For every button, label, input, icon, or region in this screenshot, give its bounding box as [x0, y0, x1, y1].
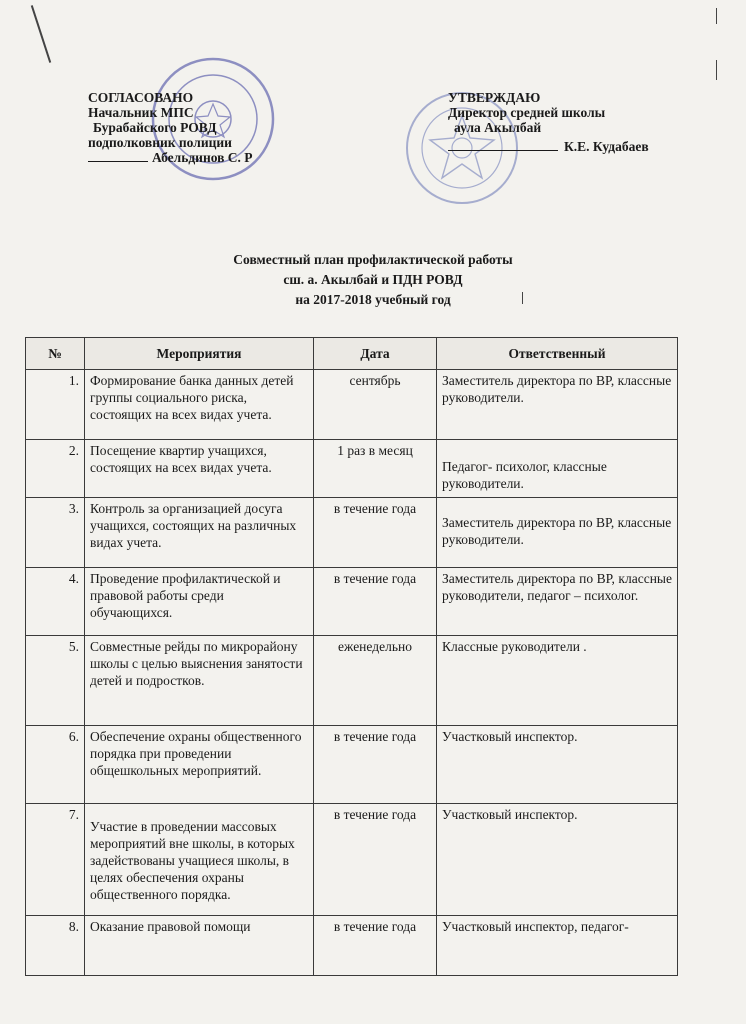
table-row	[26, 440, 678, 498]
approval-signature-line	[88, 150, 253, 165]
row-event: Оказание правовой помощи	[85, 916, 314, 976]
row-number: 4.	[26, 568, 85, 636]
approval-signature-line	[448, 139, 649, 154]
row-number: 1.	[26, 370, 85, 440]
row-number: 3.	[26, 498, 85, 568]
approval-position: Начальник МПС	[88, 105, 194, 120]
row-responsible: Заместитель директора по ВР, классные руководители.	[437, 370, 678, 440]
row-date: в течение года	[314, 804, 437, 916]
row-responsible: Участковый инспектор.	[437, 804, 678, 916]
plan-table	[25, 337, 678, 976]
table-row	[26, 916, 678, 976]
row-responsible: Заместитель директора по ВР, классные руководители, педагог – психолог.	[437, 568, 678, 636]
row-responsible: Заместитель директора по ВР, классные руководители.	[437, 498, 678, 568]
row-date: сентябрь	[314, 370, 437, 440]
column-header-number: №	[26, 338, 85, 370]
approval-name: К.Е. Кудабаев	[564, 139, 649, 154]
row-event: Проведение профилактической и правовой работы среди обучающихся.	[85, 568, 314, 636]
row-responsible: Педагог- психолог, классные руководители.	[437, 440, 678, 498]
row-number: 5.	[26, 636, 85, 726]
title-line: на 2017-2018 учебный год	[295, 292, 451, 307]
table-row	[26, 726, 678, 804]
scan-mark	[31, 5, 51, 63]
row-date: в течение года	[314, 916, 437, 976]
table-row	[26, 568, 678, 636]
row-event: Формирование банка данных детей группы социального риска, состоящих на всех видах учета.	[85, 370, 314, 440]
row-event: Участие в проведении массовых мероприятий вне школы, в которых задействованы учащиеся школы, в целях обеспечения охраны общественного порядка.	[85, 804, 314, 916]
approval-department: Бурабайского РОВД	[93, 120, 217, 135]
table-row	[26, 370, 678, 440]
table-header-row	[26, 338, 678, 370]
title-line: Совместный план профилактической работы	[233, 252, 513, 267]
row-number: 8.	[26, 916, 85, 976]
scan-mark	[716, 8, 717, 24]
row-responsible: Участковый инспектор.	[437, 726, 678, 804]
row-responsible: Классные руководители .	[437, 636, 678, 726]
table-row	[26, 636, 678, 726]
row-event: Совместные рейды по микрорайону школы с целью выяснения занятости детей и подростков.	[85, 636, 314, 726]
approval-name: Абельдинов С. Р	[152, 150, 253, 165]
row-number: 6.	[26, 726, 85, 804]
table-row	[26, 804, 678, 916]
column-header-responsible: Ответственный	[437, 338, 678, 370]
row-date: 1 раз в месяц	[314, 440, 437, 498]
row-event: Контроль за организацией досуга учащихся, состоящих на различных видах учета.	[85, 498, 314, 568]
row-date: в течение года	[314, 726, 437, 804]
title-line: сш. а. Акылбай и ПДН РОВД	[283, 272, 463, 287]
approval-rank: подполковник полиции	[88, 135, 232, 150]
column-header-date: Дата	[314, 338, 437, 370]
row-date: еженедельно	[314, 636, 437, 726]
scan-mark	[716, 60, 717, 80]
approval-heading: УТВЕРЖДАЮ	[448, 90, 541, 105]
row-event: Посещение квартир учащихся, состоящих на всех видах учета.	[85, 440, 314, 498]
approval-agreed-block	[88, 90, 253, 165]
row-date: в течение года	[314, 568, 437, 636]
approval-school: аула Акылбай	[454, 120, 542, 135]
approval-position: Директор средней школы	[448, 105, 606, 120]
row-number: 7.	[26, 804, 85, 916]
row-responsible: Участковый инспектор, педагог-	[437, 916, 678, 976]
approval-approved-block	[448, 90, 649, 154]
column-header-events: Мероприятия	[85, 338, 314, 370]
row-event: Обеспечение охраны общественного порядка при проведении общешкольных мероприятий.	[85, 726, 314, 804]
approval-heading: СОГЛАСОВАНО	[88, 90, 194, 105]
row-date: в течение года	[314, 498, 437, 568]
row-number: 2.	[26, 440, 85, 498]
table-row	[26, 498, 678, 568]
document-title	[0, 250, 746, 310]
